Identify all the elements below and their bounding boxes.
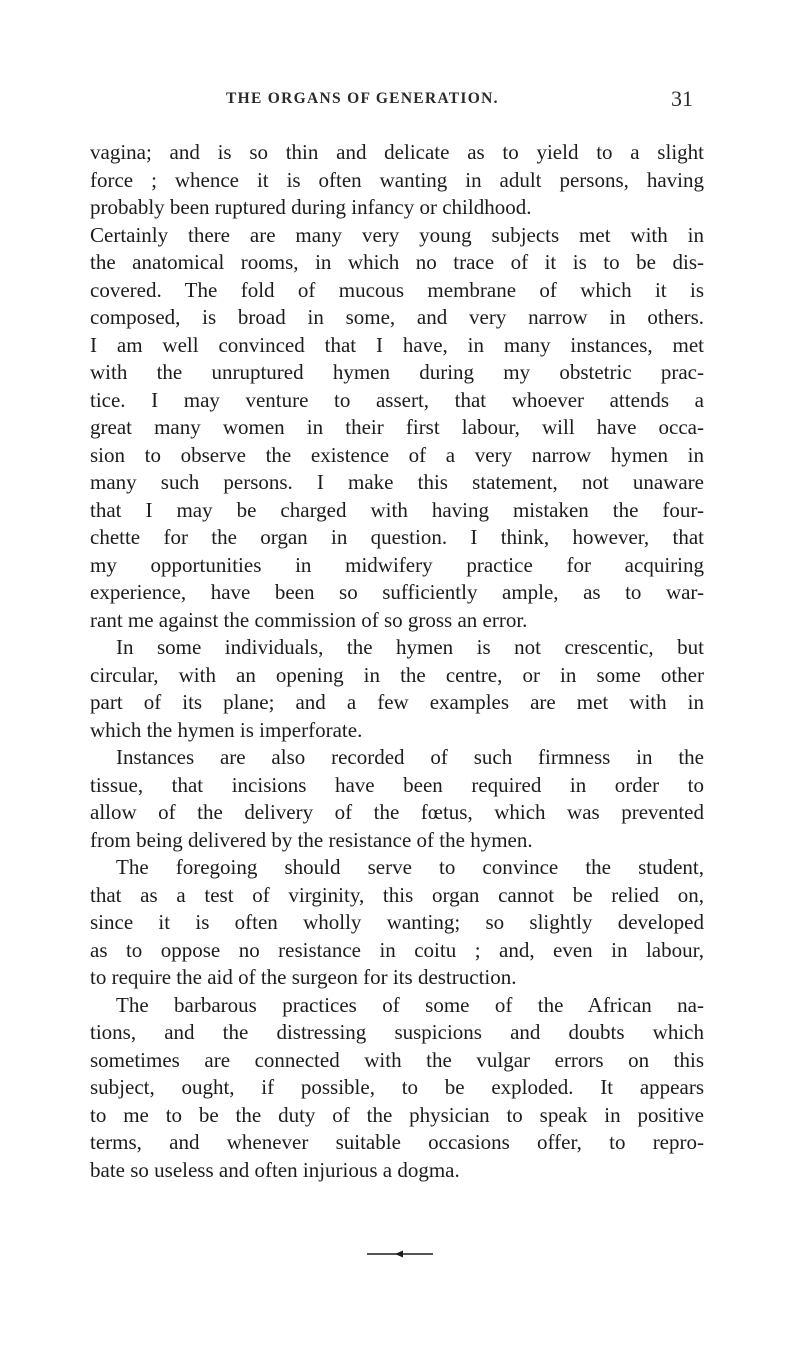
text-line: since it is often wholly wanting; so slightly developed xyxy=(90,910,704,934)
running-title: THE ORGANS OF GENERATION. xyxy=(226,90,499,107)
text-line: probably been ruptured during infancy or childhood. xyxy=(90,195,532,219)
text-line: Instances are also recorded of such firmness in the xyxy=(116,745,704,769)
text-line: tions, and the distressing suspicions and doubts which xyxy=(90,1020,704,1044)
text-line: part of its plane; and a few examples are met with in xyxy=(90,690,704,714)
text-line: with the unruptured hymen during my obstetric prac- xyxy=(90,360,704,384)
text-line: from being delivered by the resistance of the hymen. xyxy=(90,827,533,852)
text-line: to me to be the duty of the physician to speak in positive xyxy=(90,1102,704,1127)
text-line: The barbarous practices of some of the African na- xyxy=(116,992,704,1017)
text-line: In some individuals, the hymen is not crescentic, but xyxy=(116,635,704,659)
text-line: which the hymen is imperforate. xyxy=(90,717,363,742)
text-line: my opportunities in midwifery practice for acquiring xyxy=(90,552,704,577)
text-line: great many women in their first labour, will have occa- xyxy=(90,415,704,439)
text-line: that as a test of virginity, this organ cannot be relied on, xyxy=(90,882,704,907)
text-line: allow of the delivery of the fœtus, which was prevented xyxy=(90,800,704,824)
text-line: many such persons. I make this statement, not unaware xyxy=(90,470,704,494)
text-line: tissue, that incisions have been required in order to xyxy=(90,772,704,797)
text-line: I am well convinced that I have, in many instances, met xyxy=(90,332,704,357)
text-line: tice. I may venture to assert, that whoever attends a xyxy=(90,387,704,412)
text-line: bate so useless and often injurious a dogma. xyxy=(90,1157,460,1182)
running-head xyxy=(0,88,800,118)
text-line: Certainly there are many very young subjects met with in xyxy=(90,222,704,247)
text-line: experience, have been so sufficiently ample, as to war- xyxy=(90,580,704,604)
text-line: covered. The fold of mucous membrane of which it is xyxy=(90,277,704,302)
text-line: to require the aid of the surgeon for its destruction. xyxy=(90,965,517,989)
text-line: composed, is broad in some, and very narrow in others. xyxy=(90,305,704,329)
text-line: the anatomical rooms, in which no trace of it is to be dis- xyxy=(90,250,704,274)
page-number: 31 xyxy=(671,86,693,111)
text-line: sometimes are connected with the vulgar errors on this xyxy=(90,1047,704,1072)
text-line: as to oppose no resistance in coitu ; and, even in labour, xyxy=(90,937,704,962)
text-line: rant me against the commission of so gross an error. xyxy=(90,607,528,632)
text-line: that I may be charged with having mistaken the four- xyxy=(90,497,704,522)
text-line: force ; whence it is often wanting in adult persons, having xyxy=(90,167,704,192)
text-line: sion to observe the existence of a very narrow hymen in xyxy=(90,442,704,467)
text-line: subject, ought, if possible, to be exploded. It appears xyxy=(90,1075,704,1099)
text-line: circular, with an opening in the centre, or in some other xyxy=(90,662,704,687)
text-line: The foregoing should serve to convince the student, xyxy=(116,855,704,879)
text-line: chette for the organ in question. I think, however, that xyxy=(90,525,704,549)
text-line: terms, and whenever suitable occasions offer, to repro- xyxy=(90,1130,704,1154)
text-line: vagina; and is so thin and delicate as to yield to a slight xyxy=(90,140,704,164)
section-end-ornament-icon xyxy=(367,1248,433,1260)
